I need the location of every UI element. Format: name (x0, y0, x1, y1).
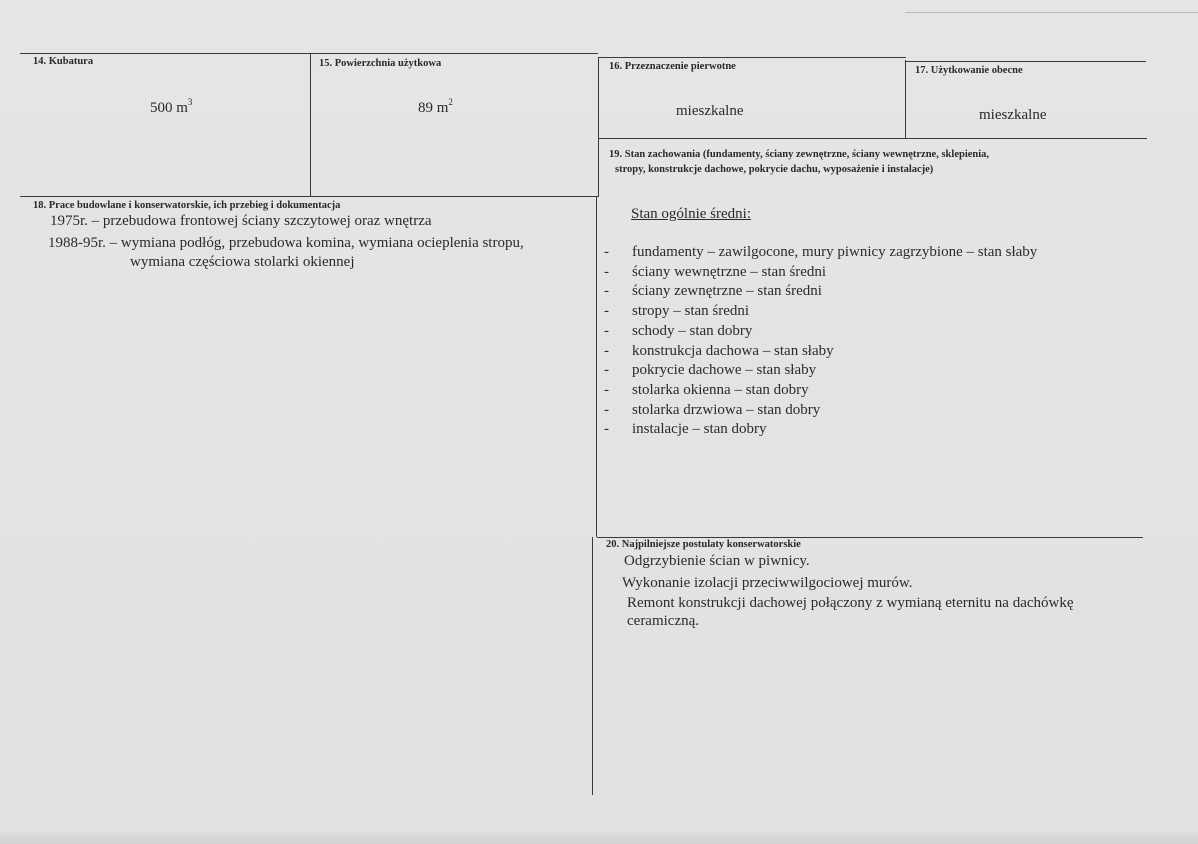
field-20-line-2: Wykonanie izolacji przeciwwilgociowej murów. (622, 575, 913, 591)
condition-item-text: konstrukcja dachowa – stan słaby (632, 342, 834, 359)
field-15-unit-exponent: 2 (448, 97, 453, 107)
top-rule-right (906, 61, 1146, 62)
field-19-label-line-2: stropy, konstrukcje dachowe, pokrycie dachu, wyposażenie i instalacje) (615, 164, 934, 175)
condition-item-text: fundamenty – zawilgocone, mury piwnicy zagrzybione – stan słaby (632, 244, 1038, 260)
dash-bullet: - (604, 362, 609, 379)
condition-item (604, 322, 1037, 342)
divider-main-bottom (592, 537, 593, 795)
dash-bullet: - (604, 401, 609, 418)
field-15-value (418, 97, 453, 117)
condition-item-text: stropy – stan średni (632, 303, 750, 320)
condition-summary: Stan ogólnie średni: (631, 206, 751, 222)
dash-bullet: - (604, 322, 609, 339)
field-17-label: 17. Użytkowanie obecne (915, 65, 1023, 76)
divider-main-upper (598, 57, 599, 197)
rule-above-18 (20, 196, 598, 197)
field-15-number: 89 m (418, 100, 449, 116)
dash-bullet: - (604, 283, 609, 300)
faint-top-rule (905, 12, 1198, 13)
field-20-line-4: ceramiczną. (627, 613, 700, 629)
field-20-line-3: Remont konstrukcji dachowej połączony z wymianą eternitu na dachówkę (627, 595, 1074, 611)
field-14-number: 500 m (150, 100, 188, 116)
condition-list (604, 243, 1037, 440)
divider-16-17 (905, 60, 906, 139)
condition-item-text: stolarka drzwiowa – stan dobry (632, 401, 821, 418)
field-14-unit-exponent: 3 (187, 97, 193, 107)
condition-item (604, 361, 1037, 381)
field-18-line-3: wymiana częściowa stolarki okiennej (130, 254, 355, 270)
scan-bottom-edge (0, 830, 1198, 844)
rule-above-19 (599, 138, 1147, 139)
dash-bullet: - (604, 381, 609, 398)
condition-item (604, 401, 1037, 421)
dash-bullet: - (604, 263, 609, 280)
field-14-value (150, 97, 193, 117)
divider-main-lower (596, 197, 597, 537)
condition-item (604, 243, 1037, 263)
condition-item (604, 302, 1037, 322)
field-20-line-1: Odgrzybienie ścian w piwnicy. (624, 553, 810, 569)
field-16-label: 16. Przeznaczenie pierwotne (609, 61, 736, 72)
condition-item-text: pokrycie dachowe – stan słaby (632, 362, 817, 379)
condition-item-text: instalacje – stan dobry (632, 421, 767, 438)
field-14-label: 14. Kubatura (33, 56, 94, 67)
field-16-value: mieszkalne (676, 103, 744, 119)
condition-item (604, 420, 1037, 440)
dash-bullet: - (604, 303, 609, 320)
field-17-value: mieszkalne (979, 107, 1047, 123)
condition-item-text: stolarka okienna – stan dobry (632, 381, 809, 398)
field-18-label: 18. Prace budowlane i konserwatorskie, ich przebieg i dokumentacja (33, 200, 341, 211)
field-20-label: 20. Najpilniejsze postulaty konserwatorskie (606, 539, 801, 550)
condition-item-text: ściany zewnętrzne – stan średni (632, 283, 822, 300)
condition-item (604, 263, 1037, 283)
top-rule-left (20, 53, 598, 54)
dash-bullet: - (604, 244, 609, 260)
field-18-line-2: 1988-95r. – wymiana podłóg, przebudowa komina, wymiana ocieplenia stropu, (48, 235, 524, 251)
condition-item-text: ściany wewnętrzne – stan średni (632, 263, 827, 280)
field-15-label: 15. Powierzchnia użytkowa (319, 58, 442, 69)
field-19-label-line-1: 19. Stan zachowania (fundamenty, ściany zewnętrzne, ściany wewnętrzne, sklepienia, (609, 149, 990, 160)
condition-item-text: schody – stan dobry (632, 322, 753, 339)
condition-item (604, 282, 1037, 302)
dash-bullet: - (604, 421, 609, 438)
divider-14-15 (310, 54, 311, 197)
field-18-line-1: 1975r. – przebudowa frontowej ściany szczytowej oraz wnętrza (50, 213, 432, 229)
dash-bullet: - (604, 342, 609, 359)
condition-item (604, 381, 1037, 401)
top-rule-mid (598, 57, 906, 58)
condition-item (604, 342, 1037, 362)
